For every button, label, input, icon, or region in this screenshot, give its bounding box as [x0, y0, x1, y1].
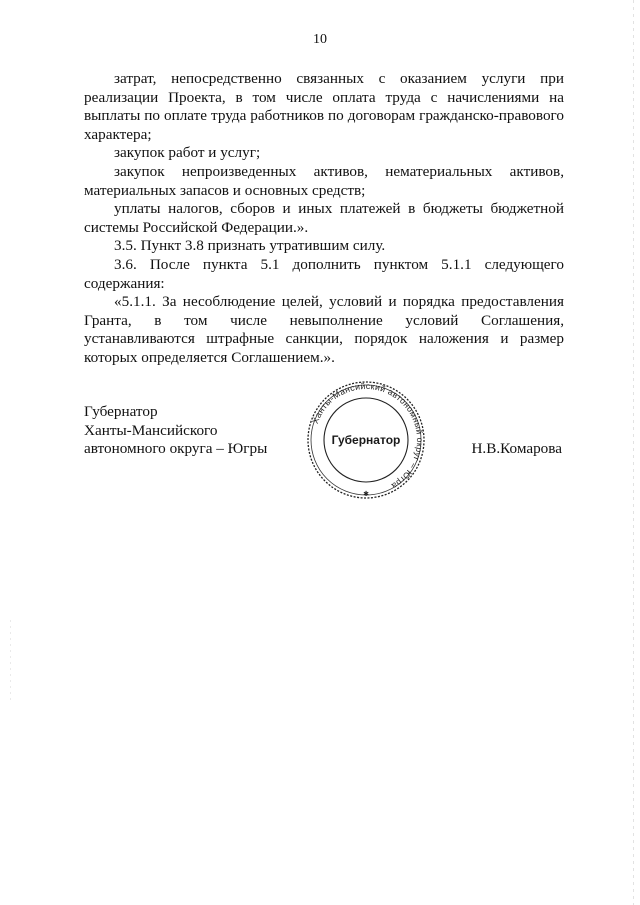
scan-edge-right: [633, 0, 634, 905]
paragraph-taxes: уплаты налогов, сборов и иных платежей в бюджеты бюджетной системы Российской Федерации.».: [84, 200, 564, 236]
signatory-position: [84, 403, 267, 459]
signatory-position-line-1: Губернатор: [84, 403, 158, 420]
paragraph-costs: затрат, непосредственно связанных с оказанием услуги при реализации Проекта, в том числе оплата труда с начислениями на выплаты по оплате труда работников по договорам гражданско-правового характера;: [84, 70, 564, 143]
paragraph-3-6: 3.6. После пункта 5.1 дополнить пунктом 5.1.1 следующего содержания:: [84, 255, 564, 292]
signatory-name: Н.В.Комарова: [471, 440, 562, 457]
paragraph-works-services: закупок работ и услуг;: [114, 144, 261, 162]
paragraph-5-1-1: «5.1.1. За несоблюдение целей, условий и порядка предоставления Гранта, в том числе невыполнение условий Соглашения, устанавливаются штрафные санкции, порядок наложения и размер которых определяется Соглашением.».: [84, 293, 564, 366]
seal-star-mark: ✱: [363, 490, 369, 498]
signatory-position-line-2: Ханты-Мансийского: [84, 421, 218, 439]
paragraph-3-5: 3.5. Пункт 3.8 признать утратившим силу.: [114, 237, 386, 255]
scan-edge-left: [10, 620, 11, 700]
page-number: 10: [313, 32, 327, 47]
official-seal: [296, 380, 436, 500]
seal-center-text: Губернатор: [331, 433, 401, 447]
document-body: [84, 70, 564, 368]
signatory-position-line-3: автономного округа – Югры: [84, 440, 268, 458]
paragraph-assets: закупок непроизведенных активов, нематериальных активов, материальных запасов и основных средств;: [84, 162, 564, 199]
seal-ring-text: Ханты-Мансийский автономный округ – Югра: [309, 380, 426, 492]
